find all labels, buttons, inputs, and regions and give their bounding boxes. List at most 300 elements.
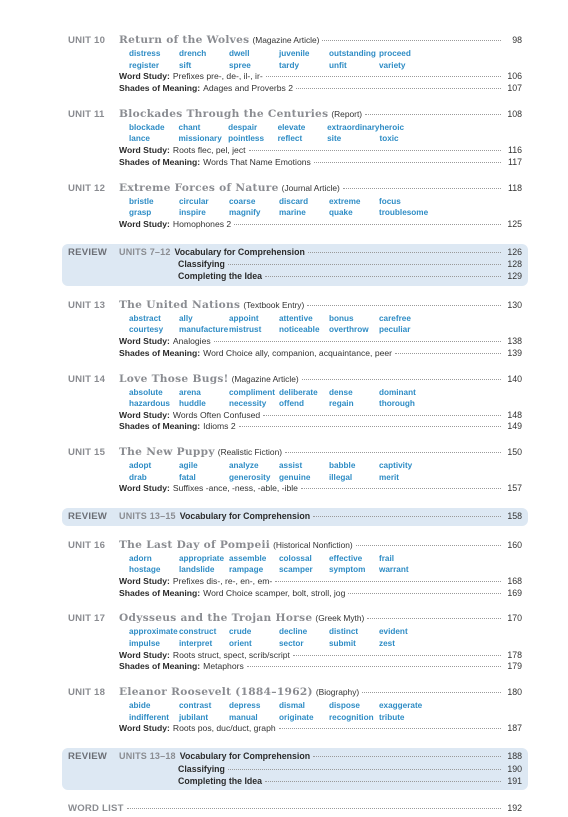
vocab-word: babble <box>329 461 356 471</box>
vocab-word: impulse <box>129 639 160 649</box>
vocab-word: analyze <box>229 461 259 471</box>
word-list-label: WORD LIST <box>68 803 124 815</box>
review-label: REVIEW <box>68 246 108 258</box>
review-label: REVIEW <box>68 511 108 523</box>
page-number: 187 <box>507 723 522 734</box>
study-line <box>68 83 522 95</box>
vocab-word: unfit <box>329 60 347 70</box>
vocab-word: pointless <box>228 134 265 144</box>
study-line <box>68 723 522 735</box>
vocab-word: necessity <box>229 399 267 409</box>
dot-leader <box>265 276 501 277</box>
unit-header <box>68 612 522 626</box>
vocab-word: marine <box>279 208 306 218</box>
vocab-word: sector <box>279 639 304 649</box>
page-number: 160 <box>507 539 522 550</box>
vocab-word: scamper <box>279 565 313 575</box>
unit-header <box>68 686 522 700</box>
review-subtitle: Vocabulary for Comprehension <box>174 246 305 257</box>
review-header <box>68 247 522 259</box>
study-text <box>119 145 246 155</box>
vocab-word: generosity <box>229 472 271 482</box>
study-line <box>68 483 522 495</box>
study-kind: Word Study: <box>119 723 170 734</box>
vocab-word: heroic <box>379 122 405 132</box>
vocabulary-words <box>119 313 429 336</box>
dot-leader <box>263 415 501 416</box>
vocab-word: drench <box>179 49 207 58</box>
study-topic: Word Choice ally, companion, acquaintance, peer <box>203 347 393 358</box>
vocab-word: appoint <box>229 313 259 323</box>
page-number: 116 <box>507 144 522 155</box>
vocab-word: overthrow <box>329 325 369 335</box>
unit-section <box>68 539 522 600</box>
review-header <box>68 511 522 523</box>
vocab-word: missionary <box>178 134 222 144</box>
unit-genre: (Journal Article) <box>281 182 340 193</box>
vocab-word: site <box>327 134 342 144</box>
study-text <box>119 576 272 586</box>
page-number: 118 <box>507 182 522 193</box>
vocab-word: regain <box>329 399 354 409</box>
study-line <box>68 650 522 662</box>
vocabulary-words <box>119 48 429 71</box>
vocab-word: grasp <box>129 208 152 218</box>
dot-leader <box>293 655 501 656</box>
unit-section <box>68 182 522 231</box>
unit-genre: (Magazine Article) <box>252 35 320 45</box>
vocab-word: submit <box>329 639 356 649</box>
unit-title: The Last Day of Pompeii <box>119 538 271 551</box>
study-text <box>119 71 263 81</box>
unit-label: UNIT 11 <box>68 108 105 120</box>
vocab-word: juvenile <box>279 49 310 58</box>
vocab-word: arena <box>179 387 201 397</box>
vocab-word: mistrust <box>229 325 262 335</box>
review-units: UNITS 13–18 <box>119 751 176 762</box>
vocab-word: discard <box>279 196 309 206</box>
page-number: 149 <box>507 421 522 432</box>
study-topic: Words That Name Emotions <box>203 156 311 167</box>
page-number: 178 <box>507 649 522 660</box>
vocab-word: drab <box>129 472 147 482</box>
dot-leader <box>265 781 501 782</box>
vocab-word: dominant <box>379 387 416 397</box>
study-topic: Analogies <box>172 335 211 346</box>
study-topic: Roots pos, duc/duct, graph <box>172 723 276 734</box>
vocab-word: dismal <box>279 701 305 711</box>
review-item <box>68 271 522 283</box>
unit-genre: (Historical Nonfiction) <box>273 539 353 550</box>
study-topic: Roots struct, spect, scrib/script <box>172 649 290 660</box>
unit-section <box>68 686 522 735</box>
vocab-word: register <box>129 60 160 70</box>
study-text <box>119 410 260 420</box>
page-number: 158 <box>507 511 522 522</box>
study-text <box>119 83 293 93</box>
vocab-word: rampage <box>229 565 264 575</box>
page-number: 139 <box>507 347 522 358</box>
study-line <box>68 336 522 348</box>
study-text <box>119 336 211 346</box>
page-number: 130 <box>507 299 522 310</box>
vocab-word: proceed <box>379 49 411 58</box>
unit-genre: (Textbook Entry) <box>243 299 305 310</box>
vocab-word: extraordinary <box>327 122 380 132</box>
vocab-word: dwell <box>229 49 250 58</box>
page-number: 169 <box>507 587 522 598</box>
dot-leader <box>356 545 501 546</box>
vocab-word: absolute <box>129 387 163 397</box>
dot-leader <box>239 426 501 427</box>
page-number: 148 <box>507 409 522 420</box>
dot-leader <box>247 666 501 667</box>
unit-section <box>68 446 522 495</box>
dot-leader <box>214 341 501 342</box>
review-item-title: Completing the Idea <box>178 271 263 282</box>
dot-leader <box>234 224 501 225</box>
dot-leader <box>228 769 501 770</box>
unit-label: UNIT 13 <box>68 299 106 311</box>
vocab-word: agile <box>179 461 198 471</box>
vocabulary-words <box>119 553 429 576</box>
vocabulary-words <box>119 122 429 145</box>
dot-leader <box>314 162 501 163</box>
unit-title: Extreme Forces of Nature <box>119 181 279 194</box>
study-topic: Metaphors <box>203 661 244 672</box>
review-section <box>62 748 528 790</box>
vocab-word: huddle <box>179 399 206 409</box>
page-number: 98 <box>512 35 522 45</box>
review-units: UNITS 13–15 <box>119 511 176 522</box>
vocab-word: hazardous <box>129 399 170 409</box>
study-text <box>119 483 298 493</box>
vocab-word: tribute <box>379 712 405 722</box>
unit-title: The United Nations <box>119 298 241 311</box>
page-number: 138 <box>507 335 522 346</box>
study-text <box>119 661 244 671</box>
study-line <box>68 219 522 231</box>
study-line <box>68 145 522 157</box>
vocab-word: abide <box>129 701 151 711</box>
vocab-word: originate <box>279 712 314 722</box>
vocab-word: frail <box>379 553 395 563</box>
unit-header <box>68 34 522 48</box>
vocab-word: manual <box>229 712 258 722</box>
unit-genre: (Greek Myth) <box>315 613 365 624</box>
review-subtitle: Vocabulary for Comprehension <box>179 511 311 522</box>
study-topic: Idioms 2 <box>203 421 236 432</box>
study-kind: Word Study: <box>119 144 170 155</box>
study-line <box>68 71 522 83</box>
vocab-word: reflect <box>277 134 303 144</box>
dot-leader <box>362 692 501 693</box>
study-topic: Suffixes -ance, -ness, -able, -ible <box>172 483 298 494</box>
vocab-word: jubilant <box>179 712 209 722</box>
vocab-word: dispose <box>329 701 360 711</box>
vocab-word: chant <box>178 122 201 132</box>
vocab-word: blockade <box>129 122 165 132</box>
vocab-word: elevate <box>277 122 306 132</box>
vocab-word: captivity <box>379 461 413 471</box>
study-topic: Prefixes pre-, de-, il-, ir- <box>172 71 263 82</box>
study-text <box>119 650 290 660</box>
page-number: 191 <box>507 775 522 786</box>
study-kind: Shades of Meaning: <box>119 82 201 93</box>
study-kind: Shades of Meaning: <box>119 587 201 598</box>
dot-leader <box>266 76 501 77</box>
unit-label: UNIT 17 <box>68 613 106 625</box>
unit-genre: (Realistic Fiction) <box>217 447 283 458</box>
vocab-word: interpret <box>179 639 213 649</box>
dot-leader <box>279 728 501 729</box>
dot-leader <box>322 40 501 41</box>
study-kind: Shades of Meaning: <box>119 347 201 358</box>
vocab-word: outstanding <box>329 49 376 58</box>
unit-header <box>68 539 522 553</box>
vocab-word: attentive <box>279 313 313 323</box>
page-number: 179 <box>507 661 522 672</box>
unit-section <box>68 299 522 360</box>
review-item-title: Classifying <box>178 763 225 774</box>
study-text <box>119 219 231 229</box>
page-number: 140 <box>507 373 522 384</box>
study-topic: Prefixes dis-, re-, en-, em- <box>172 575 273 586</box>
vocabulary-words <box>119 460 429 483</box>
unit-title: Love Those Bugs! <box>119 372 229 385</box>
study-kind: Word Study: <box>119 71 170 82</box>
vocab-word: depress <box>229 701 261 711</box>
study-text <box>119 157 311 167</box>
unit-label: UNIT 12 <box>68 182 106 194</box>
study-line <box>68 576 522 588</box>
vocab-word: circular <box>179 196 209 206</box>
study-line <box>68 661 522 673</box>
vocab-word: deliberate <box>279 387 318 397</box>
vocab-word: landslide <box>179 565 215 575</box>
dot-leader <box>228 264 501 265</box>
unit-header <box>68 182 522 196</box>
table-of-contents <box>68 34 522 817</box>
page-number: 128 <box>507 258 522 269</box>
vocab-word: zest <box>379 639 395 649</box>
page-number: 106 <box>507 71 522 82</box>
vocab-word: compliment <box>229 387 275 397</box>
vocab-word: focus <box>379 196 401 206</box>
vocab-word: coarse <box>229 196 256 206</box>
vocabulary-words <box>119 626 429 649</box>
page-number: 150 <box>507 447 522 458</box>
vocab-word: hostage <box>129 565 161 575</box>
study-line <box>68 421 522 433</box>
dot-leader <box>296 88 501 89</box>
study-kind: Word Study: <box>119 575 170 586</box>
vocab-word: despair <box>228 122 258 132</box>
dot-leader <box>308 252 501 253</box>
page-number: 188 <box>507 751 522 762</box>
vocab-word: ally <box>179 313 193 323</box>
study-topic: Roots flec, pel, ject <box>172 144 246 155</box>
dot-leader <box>313 516 501 517</box>
study-kind: Shades of Meaning: <box>119 421 201 432</box>
study-kind: Word Study: <box>119 483 170 494</box>
vocab-word: warrant <box>379 565 409 575</box>
study-topic: Adages and Proverbs 2 <box>203 82 293 93</box>
dot-leader <box>275 581 501 582</box>
vocab-word: extreme <box>329 196 361 206</box>
review-section <box>62 508 528 525</box>
unit-header <box>68 108 522 122</box>
vocab-word: distress <box>129 49 161 58</box>
review-item <box>68 776 522 788</box>
vocab-word: courtesy <box>129 325 164 335</box>
page-number: 117 <box>507 156 522 167</box>
review-label: REVIEW <box>68 751 108 763</box>
vocab-word: bristle <box>129 196 154 206</box>
vocab-word: tardy <box>279 60 300 70</box>
vocabulary-words <box>119 196 429 219</box>
vocab-word: manufacture <box>179 325 229 335</box>
page-number: 126 <box>507 246 522 257</box>
dot-leader <box>249 150 501 151</box>
study-line <box>68 410 522 422</box>
vocab-word: peculiar <box>379 325 411 335</box>
study-kind: Word Study: <box>119 218 170 229</box>
page-number: 170 <box>507 613 522 624</box>
unit-section <box>68 612 522 673</box>
dot-leader <box>313 756 501 757</box>
word-list-entry <box>68 803 522 817</box>
vocab-word: recognition <box>329 712 374 722</box>
vocabulary-words <box>119 700 429 723</box>
unit-title: Return of the Wolves <box>119 34 250 46</box>
vocab-word: distinct <box>329 627 359 637</box>
vocab-word: genuine <box>279 472 311 482</box>
vocab-word: exaggerate <box>379 701 423 711</box>
unit-label: UNIT 10 <box>68 35 106 46</box>
vocab-word: merit <box>379 472 400 482</box>
vocab-word: adopt <box>129 461 152 471</box>
study-kind: Word Study: <box>119 335 170 346</box>
unit-header <box>68 299 522 313</box>
study-line <box>68 348 522 360</box>
dot-leader <box>395 353 501 354</box>
vocab-word: adorn <box>129 553 152 563</box>
vocab-word: thorough <box>379 399 415 409</box>
review-item-title: Completing the Idea <box>178 775 263 786</box>
vocab-word: orient <box>229 639 252 649</box>
dot-leader <box>302 379 501 380</box>
study-kind: Shades of Meaning: <box>119 661 201 672</box>
review-item <box>68 764 522 776</box>
review-section <box>62 244 528 286</box>
vocab-word: carefree <box>379 313 411 323</box>
page-number: 107 <box>507 82 522 93</box>
unit-header <box>68 446 522 460</box>
vocab-word: contrast <box>179 701 212 711</box>
review-item-title: Classifying <box>178 258 225 269</box>
vocab-word: quake <box>329 208 353 218</box>
dot-leader <box>301 488 501 489</box>
study-kind: Word Study: <box>119 409 170 420</box>
vocab-word: spree <box>229 60 251 70</box>
dot-leader <box>348 593 501 594</box>
vocab-word: effective <box>329 553 363 563</box>
unit-genre: (Report) <box>331 108 363 119</box>
dot-leader <box>127 808 501 809</box>
unit-section <box>68 108 522 169</box>
dot-leader <box>365 114 501 115</box>
study-topic: Word Choice scamper, bolt, stroll, jog <box>203 587 346 598</box>
vocab-word: crude <box>229 627 252 637</box>
vocab-word: offend <box>279 399 305 409</box>
vocab-word: assist <box>279 461 303 471</box>
vocab-word: evident <box>379 627 408 637</box>
page-number: 108 <box>507 108 522 119</box>
vocab-word: dense <box>329 387 353 397</box>
unit-label: UNIT 15 <box>68 447 106 459</box>
page-number: 192 <box>507 803 522 814</box>
vocab-word: inspire <box>179 208 206 218</box>
unit-label: UNIT 16 <box>68 539 106 551</box>
study-kind: Word Study: <box>119 649 170 660</box>
study-topic: Words Often Confused <box>172 409 261 420</box>
study-kind: Shades of Meaning: <box>119 156 201 167</box>
unit-title: Blockades Through the Centuries <box>119 107 329 120</box>
study-text <box>119 588 345 598</box>
unit-title: Odysseus and the Trojan Horse <box>119 612 313 625</box>
vocab-word: toxic <box>379 134 399 144</box>
vocab-word: abstract <box>129 313 161 323</box>
vocab-word: illegal <box>329 472 353 482</box>
review-units: UNITS 7–12 <box>119 246 171 257</box>
unit-genre: (Biography) <box>315 687 360 698</box>
vocab-word: approximate <box>129 627 178 637</box>
vocab-word: fatal <box>179 472 196 482</box>
unit-label: UNIT 18 <box>68 687 106 699</box>
unit-header <box>68 373 522 387</box>
vocab-word: decline <box>279 627 308 637</box>
study-text <box>119 421 236 431</box>
review-item <box>68 259 522 271</box>
study-text <box>119 348 392 358</box>
vocab-word: bonus <box>329 313 354 323</box>
unit-label: UNIT 14 <box>68 373 106 385</box>
vocabulary-words <box>119 387 429 410</box>
dot-leader <box>367 618 501 619</box>
vocab-word: indifferent <box>129 712 170 722</box>
study-line <box>68 157 522 169</box>
unit-genre: (Magazine Article) <box>231 373 299 384</box>
review-subtitle: Vocabulary for Comprehension <box>179 751 311 762</box>
vocab-word: variety <box>379 60 406 70</box>
unit-title: Eleanor Roosevelt (1884–1962) <box>119 686 313 699</box>
vocab-word: symptom <box>329 565 366 575</box>
vocab-word: assemble <box>229 553 267 563</box>
vocab-word: construct <box>179 627 217 637</box>
page-number: 125 <box>507 218 522 229</box>
unit-section <box>68 34 522 95</box>
dot-leader <box>285 452 501 453</box>
page-number: 129 <box>507 271 522 282</box>
vocab-word: sift <box>179 60 192 70</box>
page-number: 190 <box>507 763 522 774</box>
page-number: 180 <box>507 687 522 698</box>
study-text <box>119 723 276 733</box>
vocab-word: magnify <box>229 208 261 218</box>
vocab-word: appropriate <box>179 553 225 563</box>
vocab-word: lance <box>129 134 150 144</box>
